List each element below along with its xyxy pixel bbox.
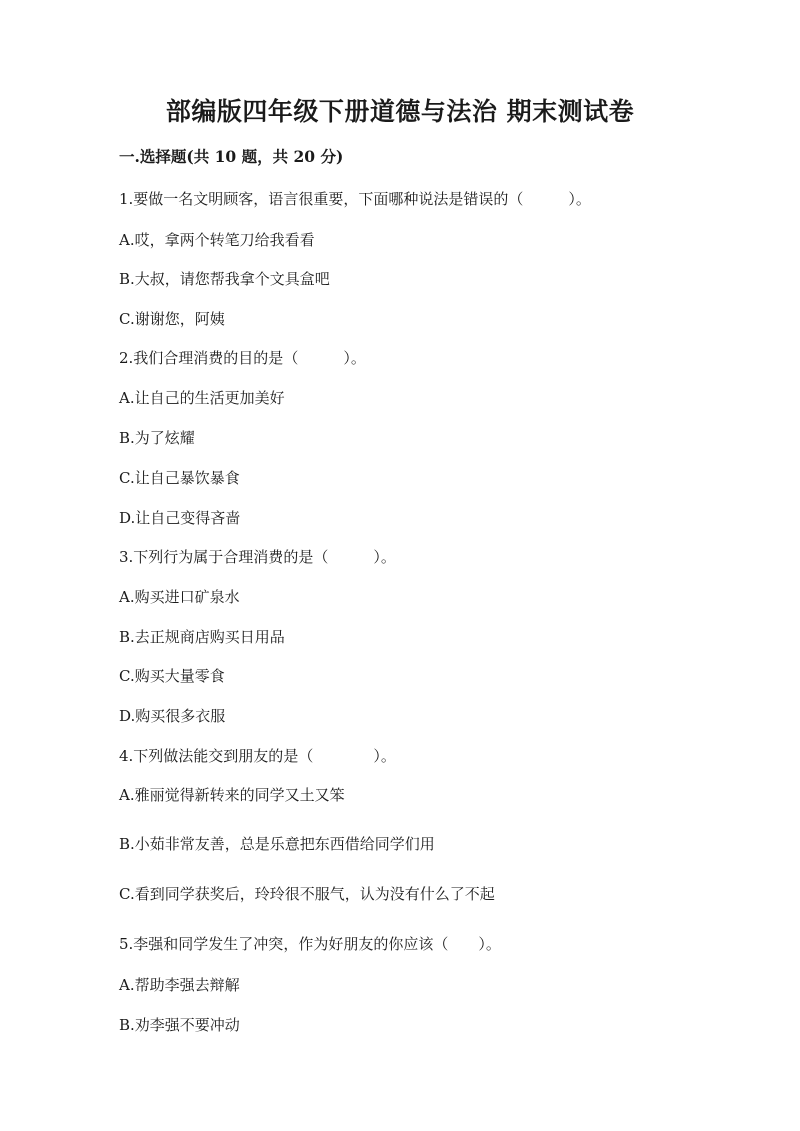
page-title: 部编版四年级下册道德与法治 期末测试卷 xyxy=(165,97,635,126)
question-5-stem: 5.李强和同学发生了冲突，作为好朋友的你应该（ ）。 xyxy=(119,935,501,953)
question-2-option-c: C.让自己暴饮暴食 xyxy=(119,469,240,487)
question-2-stem: 2.我们合理消费的目的是（ ）。 xyxy=(119,349,366,367)
question-4-option-a: A.雅丽觉得新转来的同学又土又笨 xyxy=(119,786,345,804)
question-4-option-b: B.小茹非常友善，总是乐意把东西借给同学们用 xyxy=(119,835,435,853)
question-1-option-c: C.谢谢您，阿姨 xyxy=(119,310,225,328)
question-4-option-c: C.看到同学获奖后，玲玲很不服气，认为没有什么了不起 xyxy=(119,885,495,903)
question-5-option-a: A.帮助李强去辩解 xyxy=(119,976,240,994)
question-2-option-d: D.让自己变得吝啬 xyxy=(119,509,241,527)
question-3-option-c: C.购买大量零食 xyxy=(119,667,225,685)
question-4-stem: 4.下列做法能交到朋友的是（ ）。 xyxy=(119,747,396,765)
question-1-option-a: A.哎，拿两个转笔刀给我看看 xyxy=(119,231,315,249)
question-5-option-b: B.劝李强不要冲动 xyxy=(119,1016,240,1034)
question-3-option-b: B.去正规商店购买日用品 xyxy=(119,628,285,646)
question-2-option-a: A.让自己的生活更加美好 xyxy=(119,389,285,407)
question-3-option-a: A.购买进口矿泉水 xyxy=(119,588,240,606)
question-3-stem: 3.下列行为属于合理消费的是（ ）。 xyxy=(119,548,396,566)
question-3-option-d: D.购买很多衣服 xyxy=(119,707,226,725)
section-heading: 一.选择题(共 10 题，共 20 分) xyxy=(119,147,344,166)
question-2-option-b: B.为了炫耀 xyxy=(119,429,195,447)
question-1-option-b: B.大叔，请您帮我拿个文具盒吧 xyxy=(119,270,330,288)
question-1-stem: 1.要做一名文明顾客，语言很重要，下面哪种说法是错误的（ ）。 xyxy=(119,190,591,208)
